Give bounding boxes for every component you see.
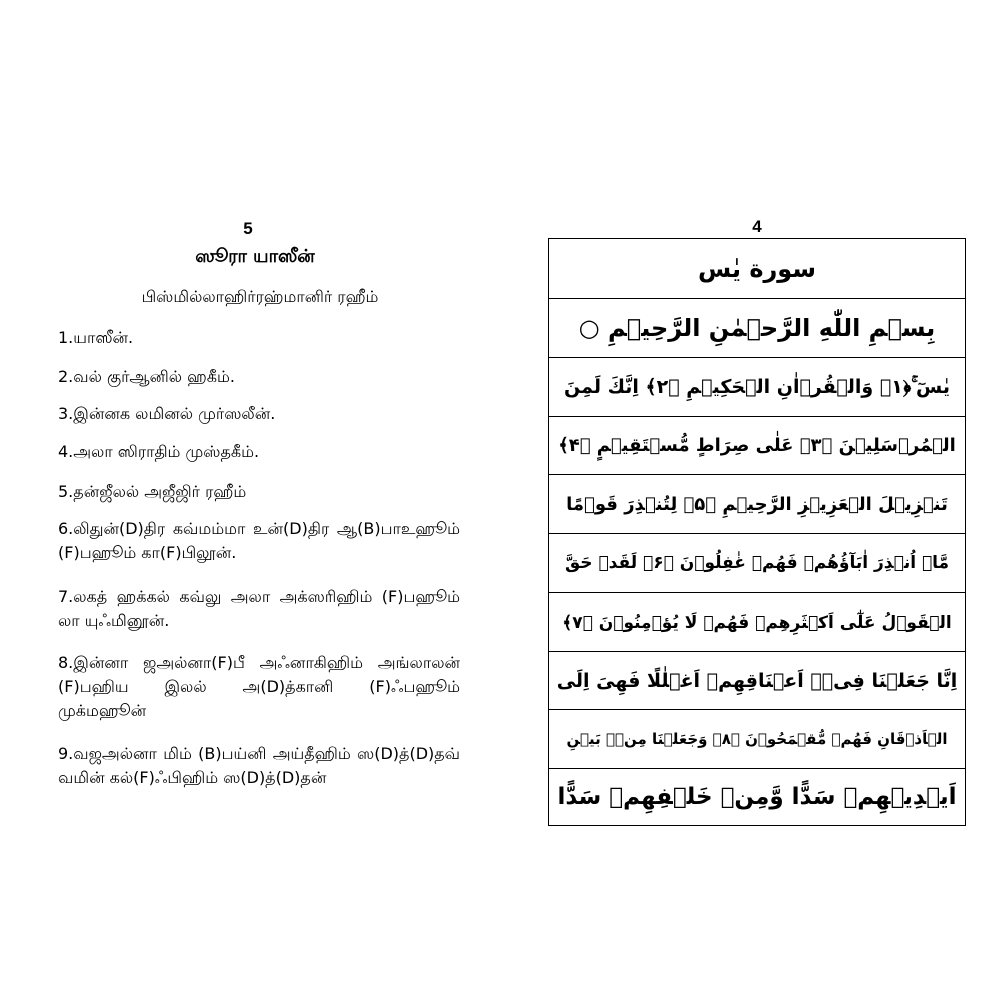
verse-9-tamil: 9.வஜஅல்னா மிம் (B)பய்னி அய்தீஹிம் ஸ(D)த்(D)தவ் வமின் கல்(F)ஃபிஹிம் ஸ(D)த்(D)தன் <box>58 744 460 787</box>
left-page-number: 5 <box>243 219 253 238</box>
arabic-surah-title: سورة يٰس <box>698 254 816 283</box>
verse-1-tamil: 1.யாஸீன். <box>58 328 134 347</box>
verse-4-tamil: 4.அலா ஸிராதிம் முஸ்தகீம். <box>58 442 260 461</box>
verse-3-tamil: 3.இன்னக லமினல் முர்ஸலீன். <box>58 404 276 423</box>
arabic-row-5: تَنۡزِيۡلَ الۡعَزِيۡزِ الرَّحِيۡمِ ﴿۵﴾ لِتُنۡذِرَ قَوۡمًا <box>549 474 965 533</box>
arabic-row-4: الۡمُرۡسَلِيۡنَ ﴿۳﴾ عَلٰى صِرَاطٍ مُّسۡتَقِيۡمٍ ﴿۴﴾ <box>549 416 965 474</box>
arabic-row-10: اَيۡدِيۡهِمۡ سَدًّا وَّمِنۡ خَلۡفِهِمۡ سَدًّا <box>549 768 965 824</box>
arabic-row-3: يٰسٓ ۚ﴿۱﴾ وَالۡقُرۡاٰنِ الۡحَكِيۡمِ ﴿۲﴾ اِنَّكَ لَمِنَ <box>549 357 965 416</box>
bismillah-tamil: பிஸ்மில்லாஹிர்ரஹ்மானிர் ரஹீம் <box>141 287 379 306</box>
arabic-row-8: اِنَّا جَعَلۡنَا فِىۡۤ اَعۡنَاقِهِمۡ اَغۡلٰلًا فَهِىَ اِلَى <box>549 651 965 709</box>
verse-2-tamil: 2.வல் குர்ஆனில் ஹகீம். <box>58 367 235 386</box>
arabic-row-9: الۡاَذۡقَانِ فَهُمۡ مُّقۡمَحُوۡنَ ﴿۸﴾ وَجَعَلۡنَا مِنۡۢ بَيۡنِ <box>549 709 965 768</box>
verse-6-tamil: 6.லிதுன்(D)திர கவ்மம்மா உன்(D)திர ஆ(B)பாஉஹூம் (F)பஹூம் கா(F)பிலூன். <box>58 519 460 562</box>
surah-title-tamil: ஸூரா யாஸீன் <box>195 246 315 267</box>
arabic-row-6: مَّاۤ اُنۡذِرَ اٰبَآؤُهُمۡ فَهُمۡ غٰفِلُوۡنَ ﴿۶﴾ لَقَدۡ حَقَّ <box>549 533 965 592</box>
verse-7-tamil: 7.லகத் ஹக்கல் கவ்லு அலா அக்ஸரிஹிம் (F)பஹூம் லா யுஃமினூன். <box>58 587 460 630</box>
arabic-row-7: الۡقَوۡلُ عَلٰٓى اَكۡثَرِهِمۡ فَهُمۡ لَا يُؤۡمِنُوۡنَ ﴿۷﴾ <box>549 592 965 651</box>
verse-5-tamil: 5.தன்ஜீலல் அஜீஜிர் ரஹீம் <box>58 482 247 501</box>
right-page-number: 4 <box>752 217 762 236</box>
arabic-text-table <box>548 238 966 826</box>
arabic-bismillah: بِسۡمِ اللّٰهِ الرَّحۡمٰنِ الرَّحِيۡمِ ○ <box>549 298 965 357</box>
verse-8-tamil: 8.இன்னா ஜஅல்னா(F)பீ அஃனாகிஹிம் அங்லாலன் (F)பஹிய இலல் அ(D)த்கானி (F)ஃபஹூம் முக்மஹூன் <box>58 653 460 720</box>
